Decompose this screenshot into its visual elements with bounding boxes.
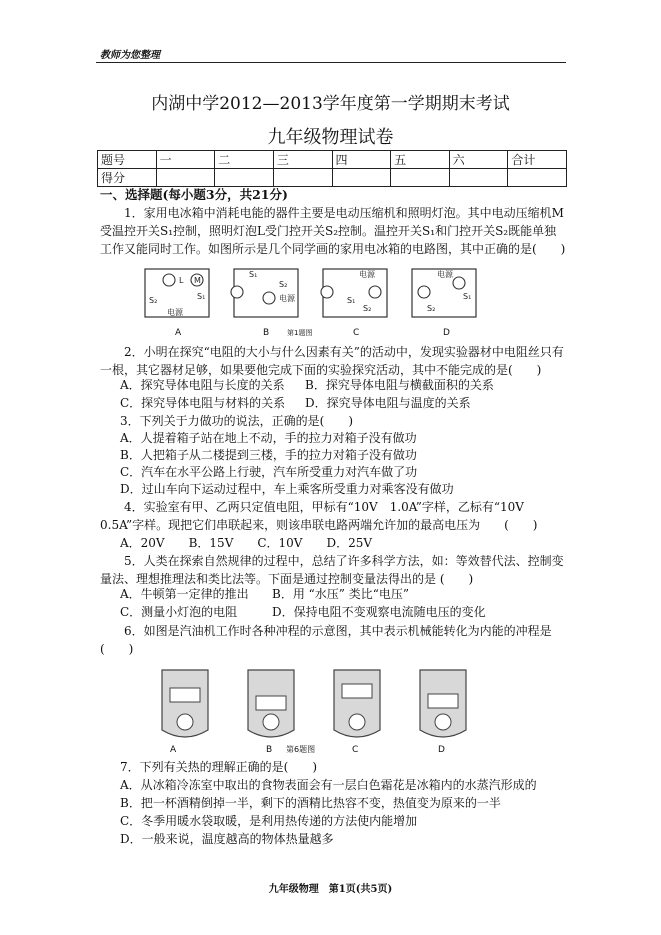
fig1-source-label: 电源 — [359, 270, 375, 279]
score-value-row — [98, 169, 567, 187]
question-7-text: 7．下列有关热的理解正确的是( ) — [120, 760, 317, 774]
fig1-switch-label: S₂ — [363, 304, 372, 313]
fig1-switch-label: S₁ — [249, 270, 258, 279]
q3-option-c: C．汽车在水平公路上行驶，汽车所受重力对汽车做了功 — [120, 465, 418, 479]
question-1-text: 1．家用电冰箱中消耗电能的器件主要是电动压缩机和照明灯泡。其中电动压缩机M受温控开关S₁控制，照明灯泡L受门控开关S₂控制。温控开关S₁和门控开关S₂既能单独工作又能同时工作。如图所示是几个同学画的家用电冰箱的电路图，其中正确的是( ) — [100, 206, 566, 256]
question-6-text: 6．如图是汽油机工作时各种冲程的示意图，其中表示机械能转化为内能的冲程是 ( ) — [100, 624, 552, 656]
fig1-switch-label: S₂ — [149, 296, 158, 305]
score-cell — [391, 169, 450, 187]
engine-stroke-figure — [150, 660, 490, 758]
score-cell: 三 — [273, 151, 332, 169]
fig6-label-c: C — [352, 745, 359, 755]
page-title: 内湖中学2012—2013学年度第一学期期末考试 — [151, 94, 510, 114]
q7-option-a: A．从冰箱冷冻室中取出的食物表面会有一层白色霜花是冰箱内的水蒸汽形成的 — [120, 778, 537, 792]
fig1-label-d: D — [443, 328, 450, 338]
q4-options: A．20V B．15V C．10V D．25V — [120, 536, 373, 550]
fig1-switch-label: S₁ — [197, 292, 206, 301]
question-3-text: 3．下列关于力做功的说法，正确的是( ) — [120, 414, 353, 428]
fig1-source-label: 电源 — [437, 270, 453, 279]
q7-option-c: C．冬季用暖水袋取暖，是利用热传递的方法使内能增加 — [120, 814, 418, 828]
score-cell — [332, 169, 391, 187]
q3-option-d: D．过山车向下运动过程中，车上乘客所受重力对乘客没有做功 — [120, 482, 454, 496]
q5-option-d: D．保持电阻不变观察电流随电压的变化 — [272, 605, 486, 619]
fig1-switch-label: S₁ — [463, 292, 472, 301]
fig1-motor-label: M — [194, 276, 201, 285]
score-cell: 一 — [156, 151, 215, 169]
score-cell — [156, 169, 215, 187]
q7-option-b: B．把一杯酒精倒掉一半，剩下的酒精比热容不变，热值变为原来的一半 — [120, 796, 501, 810]
question-2-text: 2．小明在探究“电阻的大小与什么因素有关”的活动中，发现实验器材中电阻丝只有一根，其它器材足够，如果要他完成下面的实验探究活动，其中不能完成的是( ) — [100, 345, 564, 377]
fig1-label-c: C — [353, 328, 360, 338]
score-cell — [215, 169, 274, 187]
page-subtitle: 九年级物理试卷 — [267, 127, 394, 148]
score-cell: 二 — [215, 151, 274, 169]
fig1-switch-label: S₂ — [279, 280, 288, 289]
q2-option-c: C．探究导体电阻与材料的关系 — [120, 396, 286, 410]
fig1-label-b: B — [263, 328, 270, 338]
q7-option-d: D．一般来说，温度越高的物体热量越多 — [120, 832, 334, 846]
fig1-switch-label: S₂ — [427, 304, 436, 313]
q3-option-b: B．人把箱子从二楼提到三楼，手的拉力对箱子没有做功 — [120, 448, 417, 462]
circuit-figure — [137, 263, 487, 343]
fig1-caption: 第1题图 — [287, 329, 313, 337]
score-cell — [449, 169, 508, 187]
fig6-label-a: A — [170, 745, 177, 755]
score-table — [97, 150, 567, 187]
score-cell: 四 — [332, 151, 391, 169]
fig1-source-label: 电源 — [279, 294, 295, 303]
question-5-text: 5．人类在探索自然规律的过程中，总结了许多科学方法，如：等效替代法、控制变量法、理想推理法和类比法等。下面是通过控制变量法得出的是 ( ) — [100, 554, 564, 586]
fig1-switch-label: S₁ — [347, 296, 356, 305]
q5-option-c: C．测量小灯泡的电阻 — [120, 605, 238, 619]
q2-option-a: A．探究导体电阻与长度的关系 — [120, 378, 285, 392]
fig1-label-a: A — [175, 328, 182, 338]
score-cell: 六 — [449, 151, 508, 169]
fig1-lamp-label: L — [179, 276, 184, 285]
score-cell: 合计 — [508, 151, 567, 169]
question-4-text: 4．实验室有甲、乙两只定值电阻，甲标有“10V 1.0A”字样，乙标有“10V 0.5A”字样。现把它们串联起来，则该串联电路两端允许加的最高电压为 ( ) — [100, 500, 538, 532]
q5-option-a: A．牛顿第一定律的推出 — [120, 587, 249, 601]
score-cell — [273, 169, 332, 187]
q2-option-d: D．探究导体电阻与温度的关系 — [305, 396, 471, 410]
fig6-label-b: B — [266, 745, 273, 755]
score-cell — [508, 169, 567, 187]
score-cell: 题号 — [98, 151, 157, 169]
header-divider — [96, 62, 566, 63]
fig6-caption: 第6题图 — [286, 745, 316, 754]
section-heading: 一、选择题(每小题3分，共21分) — [100, 187, 288, 202]
score-cell: 得分 — [98, 169, 157, 187]
score-cell: 五 — [391, 151, 450, 169]
header-brand: 教师为您整理 — [100, 50, 160, 61]
fig6-label-d: D — [438, 745, 445, 755]
q3-option-a: A．人提着箱子站在地上不动，手的拉力对箱子没有做功 — [120, 431, 417, 445]
fig1-source-label: 电源 — [167, 308, 183, 317]
q5-option-b: B．用 “水压” 类比“电压” — [272, 587, 409, 601]
q2-option-b: B．探究导体电阻与横截面积的关系 — [305, 378, 494, 392]
score-header-row — [98, 151, 567, 169]
page-footer: 九年级物理 第1页(共5页) — [268, 884, 393, 895]
